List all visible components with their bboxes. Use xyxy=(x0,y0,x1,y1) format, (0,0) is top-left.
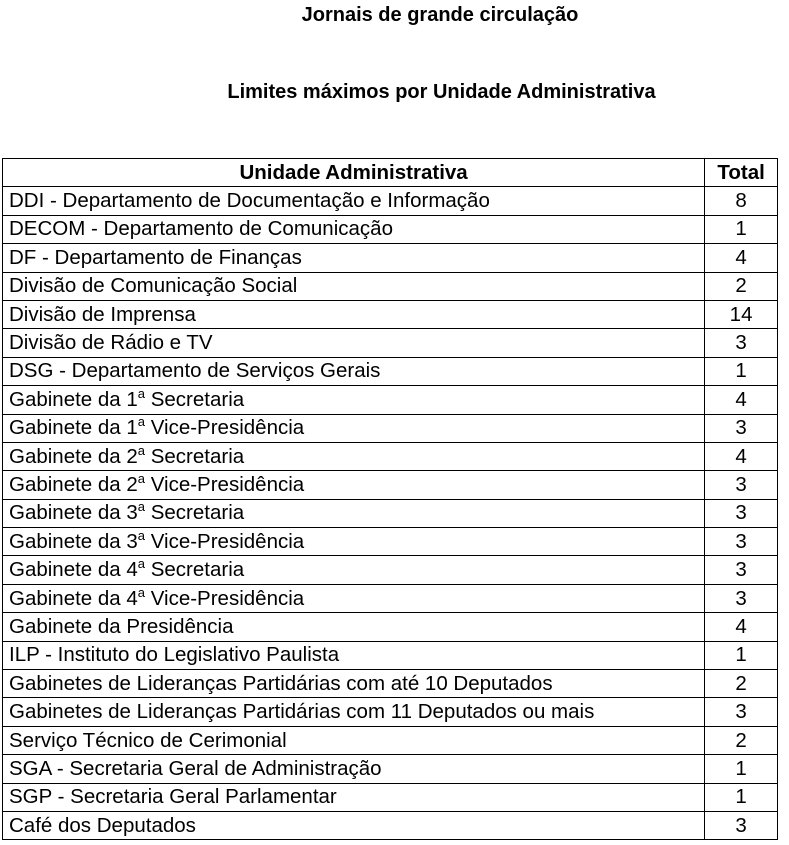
table-row xyxy=(3,670,778,698)
unit-name-text: Secretaria xyxy=(145,558,245,582)
table-row xyxy=(3,556,778,584)
ordinal-superscript: a xyxy=(137,556,146,572)
total-cell: 4 xyxy=(705,613,778,641)
table-row xyxy=(3,698,778,726)
document-title: Jornais de grande circulação xyxy=(301,4,579,26)
table-body xyxy=(3,187,778,840)
total-cell: 1 xyxy=(705,357,778,385)
unit-name-cell: Gabinetes de Lideranças Partidárias com até 10 Deputados xyxy=(3,670,705,698)
table-row xyxy=(3,811,778,839)
unit-name-cell xyxy=(3,556,705,584)
unit-name-text: Gabinete da 3 xyxy=(9,529,138,553)
ordinal-superscript: a xyxy=(137,527,146,543)
table-row xyxy=(3,329,778,357)
ordinal-superscript: a xyxy=(137,584,146,600)
table-row xyxy=(3,215,778,243)
table-row xyxy=(3,357,778,385)
total-cell: 3 xyxy=(705,499,778,527)
unit-name-cell: ILP - Instituto do Legislativo Paulista xyxy=(3,641,705,669)
ordinal-superscript: a xyxy=(137,499,146,515)
unit-name-text: Gabinete da 2 xyxy=(9,472,138,496)
table-row xyxy=(3,613,778,641)
total-cell: 3 xyxy=(705,471,778,499)
unit-name-cell xyxy=(3,528,705,556)
table-row xyxy=(3,726,778,754)
table-row xyxy=(3,641,778,669)
table-row xyxy=(3,755,778,783)
unit-name-cell xyxy=(3,499,705,527)
unit-name-cell: Divisão de Comunicação Social xyxy=(3,272,705,300)
unit-name-cell: SGP - Secretaria Geral Parlamentar xyxy=(3,783,705,811)
limits-table xyxy=(2,158,778,840)
total-cell: 3 xyxy=(705,414,778,442)
unit-name-cell: Serviço Técnico de Cerimonial xyxy=(3,726,705,754)
total-cell: 1 xyxy=(705,215,778,243)
ordinal-superscript: a xyxy=(137,470,146,486)
table-header-row xyxy=(3,159,778,187)
table-row xyxy=(3,471,778,499)
unit-name-cell: Gabinetes de Lideranças Partidárias com 11 Deputados ou mais xyxy=(3,698,705,726)
unit-name-text: Vice-Presidência xyxy=(145,472,305,496)
total-cell: 4 xyxy=(705,244,778,272)
unit-name-cell xyxy=(3,471,705,499)
table-row xyxy=(3,300,778,328)
total-cell: 3 xyxy=(705,329,778,357)
table-row xyxy=(3,187,778,215)
table-row xyxy=(3,783,778,811)
table-row xyxy=(3,386,778,414)
table-row xyxy=(3,584,778,612)
total-cell: 1 xyxy=(705,783,778,811)
table-row xyxy=(3,414,778,442)
unit-name-cell: Divisão de Imprensa xyxy=(3,300,705,328)
table-row xyxy=(3,244,778,272)
unit-name-text: Gabinete da 4 xyxy=(9,558,138,582)
table-row xyxy=(3,499,778,527)
unit-name-text: Vice-Presidência xyxy=(145,529,305,553)
total-cell: 3 xyxy=(705,528,778,556)
unit-name-cell xyxy=(3,584,705,612)
total-cell: 3 xyxy=(705,698,778,726)
total-cell: 4 xyxy=(705,442,778,470)
total-cell: 2 xyxy=(705,726,778,754)
unit-name-text: Gabinete da 4 xyxy=(9,586,138,610)
total-cell: 3 xyxy=(705,811,778,839)
unit-name-cell xyxy=(3,442,705,470)
ordinal-superscript: a xyxy=(137,385,146,401)
unit-name-text: Gabinete da 1 xyxy=(9,387,138,411)
unit-name-cell: Café dos Deputados xyxy=(3,811,705,839)
header-total: Total xyxy=(705,159,778,187)
ordinal-superscript: a xyxy=(137,442,146,458)
table-row xyxy=(3,272,778,300)
unit-name-cell: DF - Departamento de Finanças xyxy=(3,244,705,272)
total-cell: 2 xyxy=(705,272,778,300)
unit-name-cell: DDI - Departamento de Documentação e Informação xyxy=(3,187,705,215)
unit-name-cell: SGA - Secretaria Geral de Administração xyxy=(3,755,705,783)
unit-name-cell: Divisão de Rádio e TV xyxy=(3,329,705,357)
unit-name-text: Vice-Presidência xyxy=(145,416,305,440)
unit-name-text: Gabinete da 3 xyxy=(9,501,138,525)
unit-name-cell xyxy=(3,414,705,442)
total-cell: 3 xyxy=(705,556,778,584)
unit-name-cell: DSG - Departamento de Serviços Gerais xyxy=(3,357,705,385)
total-cell: 1 xyxy=(705,641,778,669)
total-cell: 4 xyxy=(705,386,778,414)
total-cell: 14 xyxy=(705,300,778,328)
unit-name-text: Gabinete da 1 xyxy=(9,416,138,440)
unit-name-cell: DECOM - Departamento de Comunicação xyxy=(3,215,705,243)
unit-name-text: Secretaria xyxy=(145,387,245,411)
table-row xyxy=(3,442,778,470)
unit-name-text: Secretaria xyxy=(145,444,245,468)
table-row xyxy=(3,528,778,556)
ordinal-superscript: a xyxy=(137,414,146,430)
header-unit: Unidade Administrativa xyxy=(3,159,705,187)
total-cell: 2 xyxy=(705,670,778,698)
unit-name-cell xyxy=(3,386,705,414)
unit-name-cell: Gabinete da Presidência xyxy=(3,613,705,641)
total-cell: 1 xyxy=(705,755,778,783)
unit-name-text: Vice-Presidência xyxy=(145,586,305,610)
unit-name-text: Gabinete da 2 xyxy=(9,444,138,468)
total-cell: 3 xyxy=(705,584,778,612)
total-cell: 8 xyxy=(705,187,778,215)
unit-name-text: Secretaria xyxy=(145,501,245,525)
document-subtitle: Limites máximos por Unidade Administrativa xyxy=(227,81,656,103)
